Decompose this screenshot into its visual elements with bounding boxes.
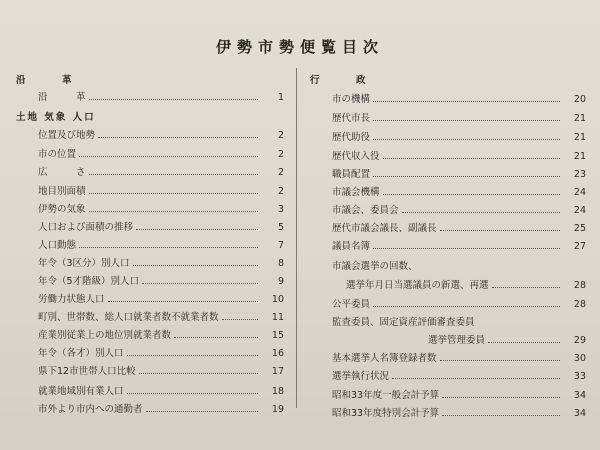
toc-entry <box>310 146 586 162</box>
toc-entry <box>310 330 586 346</box>
leader-dots <box>392 377 560 379</box>
leader-dots <box>373 138 560 140</box>
entry-label: 市議会、委員会 <box>332 204 399 216</box>
toc-entry <box>16 399 284 415</box>
entry-label: 就業地域別有業人口 <box>38 385 124 397</box>
toc-section-heading <box>310 69 586 85</box>
leader-dots <box>442 414 560 416</box>
entry-label: 人口動態 <box>38 239 77 251</box>
entry-label: 地目別面積 <box>38 185 86 197</box>
toc-entry <box>310 385 586 401</box>
leader-dots <box>383 193 560 195</box>
leader-dots <box>488 341 560 343</box>
toc-entry <box>310 108 586 124</box>
leader-dots <box>142 282 258 284</box>
toc-entry <box>16 361 284 377</box>
entry-label: 歴代市議会議長、副議長 <box>332 222 437 234</box>
leader-dots <box>373 247 560 249</box>
entry-label: 人口および面積の推移 <box>38 221 134 233</box>
leader-dots <box>139 372 258 374</box>
entry-page-number: 2 <box>277 185 284 197</box>
toc-entry <box>310 89 586 105</box>
entry-page-number: 34 <box>573 407 586 419</box>
leader-dots <box>492 286 560 288</box>
entry-label: 選挙年月日当選議員の新選、再選 <box>346 279 489 291</box>
leader-dots <box>146 410 258 412</box>
page-title: 伊勢市勢便覧目次 <box>215 38 384 56</box>
section-heading-text: 行 政 <box>310 74 368 86</box>
entry-label: 歴代収入役 <box>332 150 380 162</box>
toc-entry <box>16 271 284 287</box>
toc-entry-continuation <box>310 312 586 328</box>
entry-label: 昭和33年度一般会計予算 <box>332 389 440 401</box>
entry-label: 市の位置 <box>38 148 77 160</box>
toc-section-heading <box>16 69 284 85</box>
entry-page-number: 16 <box>271 347 284 359</box>
entry-label: 産業別従業上の地位別就業者数 <box>38 329 172 341</box>
entry-page-number: 30 <box>573 352 586 364</box>
entry-page-number: 27 <box>573 240 586 252</box>
leader-dots <box>373 175 560 177</box>
entry-label: 伊勢の気象 <box>38 203 86 215</box>
entry-label: 広 さ <box>38 166 86 178</box>
toc-entry <box>16 87 284 103</box>
leader-dots <box>136 228 258 230</box>
leader-dots <box>127 392 258 394</box>
entry-page-number: 25 <box>573 222 586 234</box>
toc-entry <box>16 181 284 197</box>
entry-page-number: 1 <box>277 91 284 103</box>
entry-label: 市の機構 <box>332 93 371 105</box>
section-heading-text: 土地 気象 人口 <box>16 111 96 123</box>
entry-label: 歴代市長 <box>332 112 371 124</box>
entry-page-number: 2 <box>277 129 284 141</box>
entry-label: 昭和33年度特別会計予算 <box>332 407 440 419</box>
toc-entry <box>16 199 284 215</box>
entry-label: 選挙管理委員 <box>428 334 486 346</box>
toc-entry <box>310 218 586 234</box>
toc-entry <box>310 275 586 291</box>
toc-entry <box>16 289 284 305</box>
leader-dots <box>89 98 258 100</box>
leader-dots <box>373 305 560 307</box>
toc-entry <box>310 366 586 382</box>
entry-label: 年令（5才階級）別人口 <box>38 275 140 287</box>
section-heading-text: 沿 革 <box>16 74 74 86</box>
entry-label: 歴代助役 <box>332 131 371 143</box>
leader-dots <box>442 396 560 398</box>
entry-label: 労働力状態人口 <box>38 293 105 305</box>
column-divider <box>296 68 297 408</box>
entry-page-number: 34 <box>573 389 586 401</box>
leader-dots <box>127 354 258 356</box>
entry-page-number: 9 <box>277 275 284 287</box>
entry-label: 年令（3区分）別人口 <box>38 257 130 269</box>
toc-entry <box>310 236 586 252</box>
leader-dots <box>373 100 560 102</box>
toc-entry <box>310 164 586 180</box>
leader-dots <box>440 359 560 361</box>
entry-page-number: 23 <box>573 168 586 180</box>
entry-label: 年令（各才）別人口 <box>38 347 124 359</box>
toc-entry <box>16 343 284 359</box>
entry-label: 位置及び地勢 <box>38 129 96 141</box>
entry-page-number: 18 <box>271 385 284 397</box>
entry-page-number: 20 <box>573 93 586 105</box>
entry-page-number: 10 <box>271 293 284 305</box>
toc-entry <box>310 182 586 198</box>
entry-page-number: 24 <box>573 204 586 216</box>
entry-page-number: 15 <box>271 329 284 341</box>
leader-dots <box>79 155 258 157</box>
entry-page-number: 24 <box>573 186 586 198</box>
entry-label: 市議会機構 <box>332 186 380 198</box>
leader-dots <box>383 157 560 159</box>
leader-dots <box>89 210 258 212</box>
toc-entry <box>16 235 284 251</box>
toc-entry <box>310 127 586 143</box>
entry-page-number: 21 <box>573 112 586 124</box>
entry-page-number: 33 <box>573 370 586 382</box>
entry-page-number: 21 <box>573 150 586 162</box>
entry-page-number: 7 <box>277 239 284 251</box>
leader-dots <box>222 318 258 320</box>
leader-dots <box>108 300 258 302</box>
entry-page-number: 2 <box>277 166 284 178</box>
entry-label: 県下12市世帯人口比較 <box>38 365 136 377</box>
toc-entry <box>16 381 284 397</box>
toc-entry <box>16 144 284 160</box>
leader-dots <box>79 246 258 248</box>
entry-label: 基本選挙人名簿登録者数 <box>332 352 437 364</box>
toc-entry <box>16 162 284 178</box>
entry-page-number: 19 <box>271 403 284 415</box>
leader-dots <box>89 173 258 175</box>
toc-entry-continuation <box>310 256 586 272</box>
entry-page-number: 11 <box>271 311 284 323</box>
entry-page-number: 17 <box>271 365 284 377</box>
toc-entry <box>16 125 284 141</box>
entry-label: 職員配置 <box>332 168 371 180</box>
leader-dots <box>440 229 560 231</box>
toc-entry <box>16 217 284 233</box>
entry-label: 町別、世帯数、総人口就業者数不就業者数 <box>38 311 219 323</box>
toc-section-heading <box>16 106 284 122</box>
entry-label: 公平委員 <box>332 298 371 310</box>
entry-label: 市外より市内への通勤者 <box>38 403 143 415</box>
entry-label: 議員名簿 <box>332 240 371 252</box>
toc-entry <box>16 325 284 341</box>
leader-dots <box>133 264 258 266</box>
entry-page-number: 21 <box>573 131 586 143</box>
toc-entry <box>310 348 586 364</box>
entry-page-number: 8 <box>277 257 284 269</box>
entry-label: 市議会選挙の回数、 <box>332 260 418 272</box>
toc-entry <box>310 200 586 216</box>
entry-label: 監査委員、固定資産評価審査委員 <box>332 316 475 328</box>
toc-entry <box>310 403 586 419</box>
entry-page-number: 3 <box>277 203 284 215</box>
leader-dots <box>89 192 258 194</box>
entry-page-number: 5 <box>277 221 284 233</box>
entry-page-number: 29 <box>573 334 586 346</box>
toc-entry <box>16 253 284 269</box>
entry-label: 選挙執行状況 <box>332 370 390 382</box>
entry-page-number: 28 <box>573 298 586 310</box>
entry-page-number: 2 <box>277 148 284 160</box>
leader-dots <box>373 119 560 121</box>
toc-entry <box>310 294 586 310</box>
entry-label: 沿 革 <box>38 91 86 103</box>
leader-dots <box>98 136 258 138</box>
entry-page-number: 28 <box>573 279 586 291</box>
leader-dots <box>402 211 560 213</box>
leader-dots <box>174 336 258 338</box>
toc-entry <box>16 307 284 323</box>
